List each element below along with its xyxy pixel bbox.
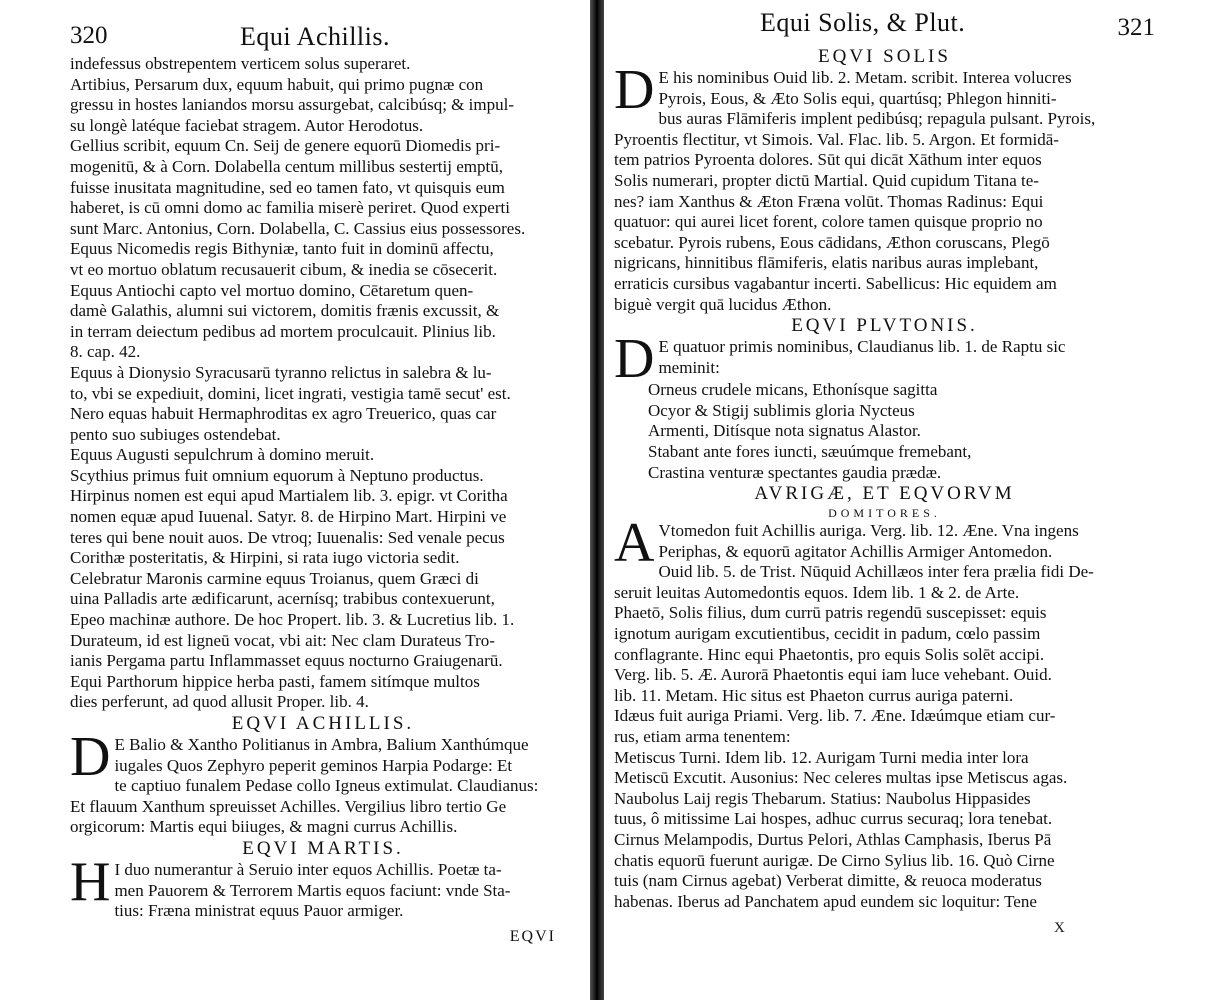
paragraph-equi-achillis <box>70 735 576 838</box>
text-line: Artibius, Persarum dux, equum habuit, qui primo pugnæ con <box>70 74 484 94</box>
text-line: Gellius scribit, equum Cn. Seij de genere equorū Diomedis pri- <box>70 136 501 156</box>
drop-cap: H <box>70 859 111 913</box>
text-line: ignotum aurigam excutientibus, cecidit in padum, cœlo passim <box>614 624 1041 644</box>
section-heading-equi-solis: EQVI SOLIS <box>818 46 951 67</box>
text-line: mogenitū, & à Corn. Dolabella centum millibus sestertij emptū, <box>70 156 503 176</box>
drop-cap: D <box>70 735 111 788</box>
text-line: pento suo subiuges ostendebat. <box>70 424 281 444</box>
text-line: haberet, is cū omni domo ac familia miserè periret. Quod experti <box>70 198 510 218</box>
text-line: Pyrois, Eous, & Æto Solis equi, quartúsq; Phlegon hinniti- <box>658 88 1057 108</box>
left-running-head <box>70 22 576 54</box>
text-line: rus, etiam arma tenentem: <box>614 727 791 747</box>
text-line: Epeo machinæ authore. De hoc Propert. lib. 3. & Lucretius lib. 1. <box>70 610 515 630</box>
section-subheading-domitores: DOMITORES. <box>828 506 941 521</box>
text-line: men Pauorem & Terrorem Martis equos faciunt: vnde Sta- <box>114 880 511 900</box>
left-body-text <box>70 54 576 713</box>
text-line: tuus, ô mitissime Lai hospes, adhuc currus securaq; lora tenebat. <box>614 809 1053 829</box>
text-line: E quatuor primis nominibus, Claudianus lib. 1. de Raptu sic <box>658 337 1066 357</box>
section-heading-equi-plutonis: EQVI PLVTONIS. <box>791 315 978 337</box>
text-line: Vtomedon fuit Achillis auriga. Verg. lib. 12. Æne. Vna ingens <box>658 521 1079 541</box>
text-line: uina Palladis arte ædificarunt, acernísq; trabibus contexuerunt, <box>70 589 495 609</box>
text-line: I duo numerantur à Seruio inter equos Achillis. Poetæ ta- <box>114 859 502 879</box>
text-line: bus auras Flāmiferis implent pedibúsq; repagula pulsant. Pyrois, <box>658 109 1096 129</box>
text-line: orgicorum: Martis equi biiuges, & magni currus Achillis. <box>70 817 458 837</box>
text-line: Equi Parthorum hippice herba pasti, famem sitímque multos <box>70 671 480 691</box>
book-gutter <box>590 0 604 1000</box>
left-running-title: Equi Achillis. <box>240 22 390 51</box>
text-line: tuis (nam Cirnus agebat) Verberat dimitte, & reuoca moderatus <box>614 871 1042 891</box>
right-page <box>604 0 1211 1000</box>
text-line: Naubolus Laij regis Thebarum. Statius: Naubolus Hippasides <box>614 788 1031 808</box>
text-line: te captiuo funalem Pedase collo Igneus extimulat. Claudianus: <box>114 776 539 796</box>
left-page-number: 320 <box>70 22 108 49</box>
text-line: meminit: <box>658 357 720 377</box>
paragraph-equi-solis <box>614 68 1155 315</box>
verse-line: Stabant ante fores iuncti, sæuúmque fremebant, <box>648 441 972 461</box>
catchword: EQVI <box>509 927 556 945</box>
text-line: Cirnus Melampodis, Durtus Pelori, Athlas Camphasis, Iberus Pā <box>614 830 1052 849</box>
text-line: Ouid lib. 5. de Trist. Nūquid Achillæos inter fera prælia fidi De- <box>658 562 1094 582</box>
verse-block <box>614 380 1155 483</box>
right-running-title: Equi Solis, & Plut. <box>760 8 966 37</box>
text-line: Solis numerari, propter dictū Martial. Quid cupidum Titana te- <box>614 170 1039 190</box>
text-line: Metiscū Excutit. Ausonius: Nec celeres multas ipse Metiscus agas. <box>614 768 1068 788</box>
text-line: habenas. Iberus ad Panchatem apud eundem sic loquitur: Tene <box>614 891 1037 911</box>
text-line: tem patrios Pyroenta dolores. Sūt qui dicāt Xāthum inter equos <box>614 150 1042 170</box>
section-heading-equi-martis: EQVI MARTIS. <box>242 837 404 859</box>
text-line: quatuor: qui aurei licet forent, colore tamen quisque proprio no <box>614 212 1043 232</box>
text-line: Equus à Dionysio Syracusarū tyranno relictus in salebra & lu- <box>70 362 492 382</box>
paragraph-equi-martis <box>70 860 576 922</box>
text-line: sunt Marc. Antonius, Corn. Dolabella, C. Cassius eius possessores. <box>70 218 526 238</box>
verse-line: Crastina venturæ spectantes gaudia prædæ. <box>648 462 942 482</box>
verse-line: Armenti, Ditísque nota signatus Alastor. <box>648 421 921 441</box>
text-line: Idæus fuit auriga Priami. Verg. lib. 7. Æne. Idæúmque etiam cur- <box>614 706 1056 726</box>
paragraph-aurigae <box>614 521 1155 912</box>
signature-mark: X <box>1054 920 1065 937</box>
text-line: Equus Nicomedis regis Bithyniæ, tanto fuit in dominū affectu, <box>70 239 494 259</box>
text-line: damè Galathis, alumni sui victorem, domitis frænis excussit, & <box>70 301 500 321</box>
text-line: iugales Quos Zephyro peperit geminos Harpia Podarge: Et <box>114 755 513 775</box>
text-line: Pyroentis flectitur, vt Simois. Val. Flac. lib. 5. Argon. Et formidā- <box>614 129 1059 149</box>
verse-line: Orneus crudele micans, Ethonísque sagitta <box>648 380 938 400</box>
text-line: Equus Augusti sepulchrum à domino meruit. <box>70 445 375 465</box>
text-line: ianis Pergama partu Inflammasset equus nocturno Graiugenarū. <box>70 651 503 671</box>
text-line: scebatur. Pyrois rubens, Eous cādidans, Æthon coruscans, Plegō <box>614 232 1050 252</box>
text-line: lib. 11. Metam. Hic situs est Phaeton currus auriga paterni. <box>614 685 1014 705</box>
text-line: Scythius primus fuit omnium equorum à Neptuno productus. <box>70 465 484 485</box>
paragraph-equi-plutonis <box>614 337 1155 380</box>
verse-line: Ocyor & Stigij sublimis gloria Nycteus <box>648 400 915 420</box>
text-line: Periphas, & equorū agitator Achillis Armiger Antomedon. <box>658 541 1053 561</box>
text-line: erraticis cursibus vagabantur incerti. Sabellicus: Hic equidem am <box>614 273 1057 293</box>
text-line: Hirpinus nomen est equi apud Martialem lib. 3. epigr. vt Coritha <box>70 486 508 506</box>
text-line: vt eo mortuo oblatum recusauerit cibum, & inedia se cōsecerit. <box>70 259 498 279</box>
text-line: Equus Antiochi capto vel mortuo domino, Cētaretum quen- <box>70 280 474 300</box>
right-page-number: 321 <box>1117 14 1155 41</box>
text-line: conflagrante. Hinc equi Phaetontis, pro equis Solis solēt accipi. <box>614 644 1045 664</box>
text-line: Celebratur Maronis carmine equus Troianus, quem Græci di <box>70 568 479 588</box>
text-line: Metiscus Turni. Idem lib. 12. Aurigam Turni media inter lora <box>614 747 1029 767</box>
text-line: 8. cap. 42. <box>70 342 141 362</box>
text-line: fuisse inusitata magnitudine, sed eo tamen fato, vt quisquis eum <box>70 177 505 197</box>
text-line: nomen equæ apud Iuuenal. Satyr. 8. de Hirpino Mart. Hirpini ve <box>70 507 507 527</box>
text-line: Nero equas habuit Hermaphroditas ex agro Treuerico, quas car <box>70 404 497 424</box>
text-line: seruit leuitas Automedontis equos. Idem lib. 1 & 2. de Arte. <box>614 582 1020 602</box>
text-line: dies perferunt, ad quod allusit Proper. lib. 4. <box>70 692 369 712</box>
text-line: gressu in hostes laniandos morsu assurgebat, calcibúsq; & impul- <box>70 95 514 115</box>
text-line: Phaetō, Solis filius, dum currū patris regendū suscepisset: equis <box>614 603 1047 623</box>
text-line: Et flauum Xanthum spreuisset Achilles. Vergilius libro tertio Ge <box>70 796 507 816</box>
text-line: Verg. lib. 5. Æ. Aurorā Phaetontis equi iam luce vehebant. Ouid. <box>614 665 1052 685</box>
text-line: chatis equorū fuerunt aurigæ. De Cirno Sylius lib. 16. Quò Cirne <box>614 850 1055 870</box>
text-line: nes? iam Xanthus & Æton Fræna volūt. Thomas Radinus: Equi <box>614 191 1044 211</box>
text-line: nigricans, hinnitibus flāmiferis, elatis naribus auras implebant, <box>614 253 1039 273</box>
text-line: Corithæ posteritatis, & Hirpini, si rata iugo victoria sedit. <box>70 548 460 568</box>
drop-cap: A <box>614 521 655 575</box>
text-line: Durateum, id est ligneū vocat, vbi ait: Nec clam Durateus Tro- <box>70 630 495 650</box>
drop-cap: D <box>614 337 655 381</box>
left-page <box>0 0 590 1000</box>
text-line: E Balio & Xantho Politianus in Ambra, Balium Xanthúmque <box>114 735 529 754</box>
section-heading-aurigae: AVRIGÆ, ET EQVORVM <box>754 483 1015 505</box>
text-line: su longè latéque faciebat stragem. Autor Herodotus. <box>70 115 424 135</box>
text-line: to, vbi se expediuit, domini, licet ingrati, vestigia tamē secut' est. <box>70 383 511 403</box>
text-line: E his nominibus Ouid lib. 2. Metam. scribit. Interea volucres <box>658 68 1072 87</box>
right-running-head <box>614 8 1155 46</box>
section-heading-equi-achillis: EQVI ACHILLIS. <box>231 713 415 734</box>
drop-cap: D <box>614 68 655 121</box>
text-line: biguè vergit quā lucidus Æthon. <box>614 294 832 314</box>
text-line: indefessus obstrepentem verticem solus superaret. <box>70 54 411 73</box>
text-line: in terram deiectum pedibus ad mortem proculcauit. Plinius lib. <box>70 321 496 341</box>
text-line: tius: Fræna ministrat equus Pauor armiger. <box>114 901 404 921</box>
text-line: teres qui bene nouit auos. De vtroq; Iuuenalis: Sed venale pecus <box>70 527 505 547</box>
